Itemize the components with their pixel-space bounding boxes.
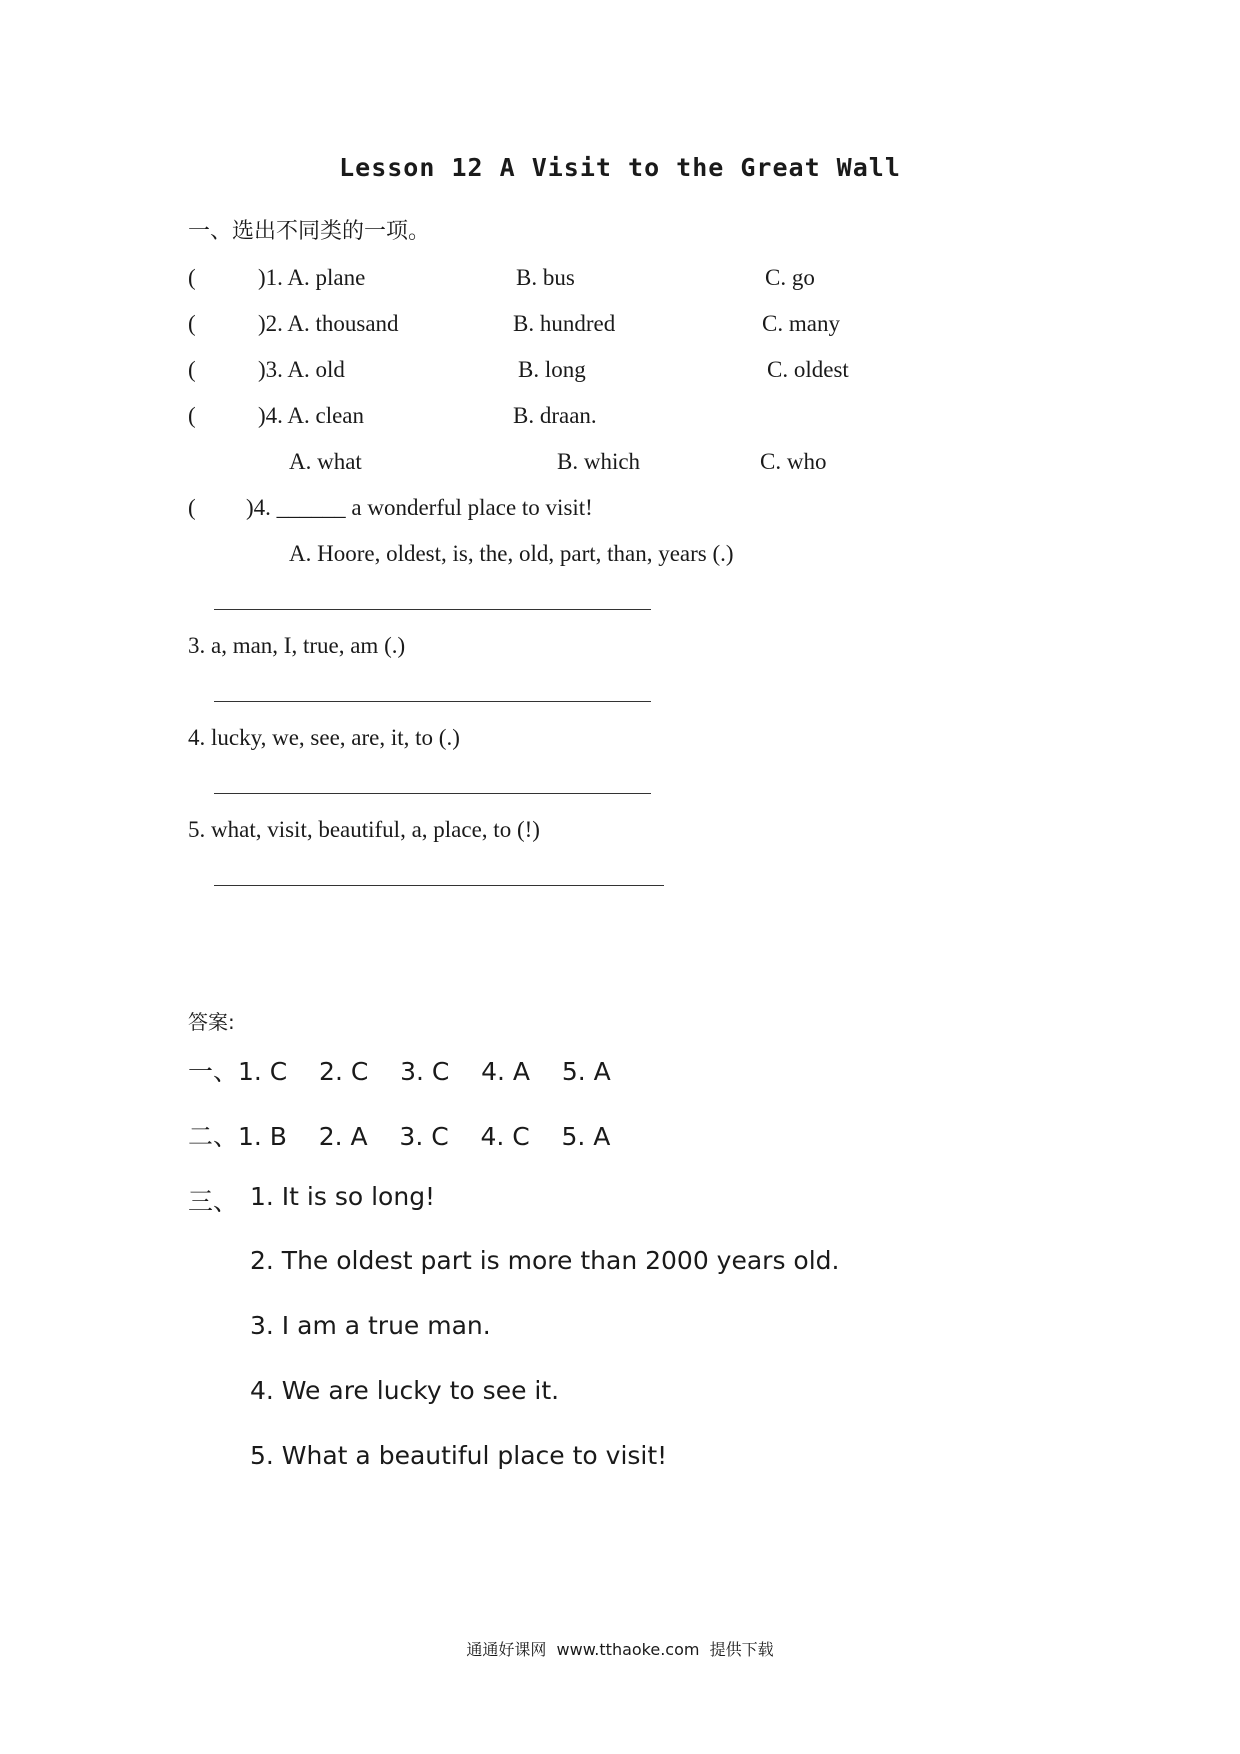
page-title: Lesson 12 A Visit to the Great Wall [339,153,901,182]
reorder-item: 4. lucky, we, see, are, it, to (.) [188,725,460,750]
answer-paren: ( [188,495,196,520]
question-option-a: )1. A. plane [258,265,366,290]
question-option-b: B. draan. [513,403,597,428]
answer-line [214,885,664,886]
reorder-item: A. Hoore, oldest, is, the, old, part, than, years (.) [289,541,734,566]
question-option-c: C. many [762,311,840,336]
reorder-item: 3. a, man, I, true, am (.) [188,633,406,658]
question-option-c: C. go [765,265,815,290]
option-b: B. which [557,449,641,474]
answer-paren: ( [188,311,196,336]
answer-line [214,701,651,702]
fill-in-question: )4. ______ a wonderful place to visit! [246,495,593,520]
answer-line [214,609,651,610]
answer-sentence: 3. I am a true man. [250,1311,491,1340]
question-option-b: B. long [518,357,586,382]
answer-paren: ( [188,403,196,428]
question-option-a: )2. A. thousand [258,311,399,336]
section-heading: 一、选出不同类的一项。 [188,219,431,244]
answers-line-3-prefix: 三、 [188,1187,239,1216]
question-option-a: )4. A. clean [258,403,365,428]
answers-label: 答案: [188,1010,235,1034]
answer-sentence: 1. It is so long! [250,1182,436,1211]
option-a: A. what [289,449,362,474]
option-c: C. who [760,449,827,474]
question-option-b: B. bus [516,265,575,290]
question-option-b: B. hundred [513,311,616,336]
answer-sentence: 4. We are lucky to see it. [250,1376,560,1405]
answer-sentence: 2. The oldest part is more than 2000 years old. [250,1246,840,1275]
answer-sentence: 5. What a beautiful place to visit! [250,1441,668,1470]
question-option-a: )3. A. old [258,357,345,382]
page-footer: 通通好课网 www.tthaoke.com 提供下载 [466,1640,774,1659]
question-option-c: C. oldest [767,357,849,382]
answer-paren: ( [188,357,196,382]
answers-line-2: 二、1. B 2. A 3. C 4. C 5. A [188,1122,611,1151]
answer-paren: ( [188,265,196,290]
answers-line-1: 一、1. C 2. C 3. C 4. A 5. A [188,1057,611,1086]
answer-line [214,793,651,794]
reorder-item: 5. what, visit, beautiful, a, place, to (!) [188,817,540,842]
